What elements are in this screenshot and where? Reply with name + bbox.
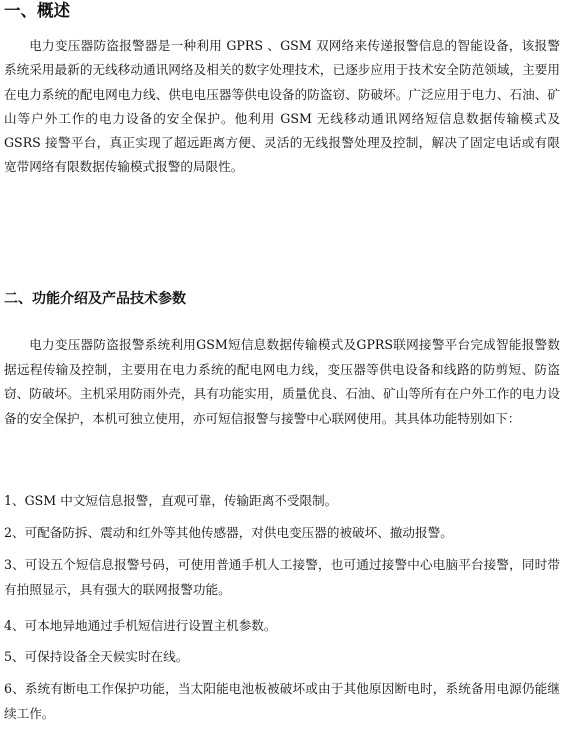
feature-item-3: 3、可设五个短信息报警号码，可使用普通手机人工接警，也可通过接警中心电脑平台接警，同时带有拍照显示，具有强大的联网报警功能。	[4, 557, 560, 597]
feature-item-4: 4、可本地异地通过手机短信进行设置主机参数。	[4, 618, 277, 633]
feature-item-2: 2、可配备防拆、震动和红外等其他传感器，对供电变压器的被破坏、撤动报警。	[4, 525, 453, 540]
section-heading-overview: 一、概述	[4, 1, 70, 20]
features-intro-paragraph: 电力变压器防盗报警系统利用GSM短信息数据传输模式及GPRS联网接警平台完成智能报警数据远程传输及控制，主要用在电力系统的配电网电力线，变压器等供电设备和线路的防剪短、防盗窃、防破坏。主机采用防雨外壳，具有功能实用，质量优良、石油、矿山等所有在户外工作的电力设备的安全保护，本机可独立使用，亦可短信报警与接警中心联网使用。其具体功能特别如下：	[4, 337, 560, 426]
overview-paragraph: 电力变压器防盗报警器是一种利用 GPRS 、GSM 双网络来传递报警信息的智能设备，该报警系统采用最新的无线移动通讯网络及相关的数字处理技术，已逐步应用于技术安全防范领域，主要用在电力系统的配电网电力线、供电电压器等供电设备的防盗窃、防破坏。广泛应用于电力、石油、矿山等户外工作的电力设备的安全保护。他利用 GSM 无线移动通讯网络短信息数据传输模式及 GSRS 接警平台，真正实现了超远距离方便、灵活的无线报警处理及控制，解决了固定电话或有限宽带网络有限数据传输模式报警的局限性。	[4, 38, 560, 175]
section-heading-features: 二、功能介绍及产品技术参数	[4, 291, 186, 307]
feature-item-6: 6、系统有断电工作保护功能，当太阳能电池板被破坏或由于其他原因断电时，系统备用电源仍能继续工作。	[4, 681, 560, 721]
feature-item-1: 1、GSM 中文短信息报警，直观可靠，传输距离不受限制。	[4, 493, 338, 508]
feature-item-5: 5、可保持设备全天候实时在线。	[4, 649, 189, 664]
